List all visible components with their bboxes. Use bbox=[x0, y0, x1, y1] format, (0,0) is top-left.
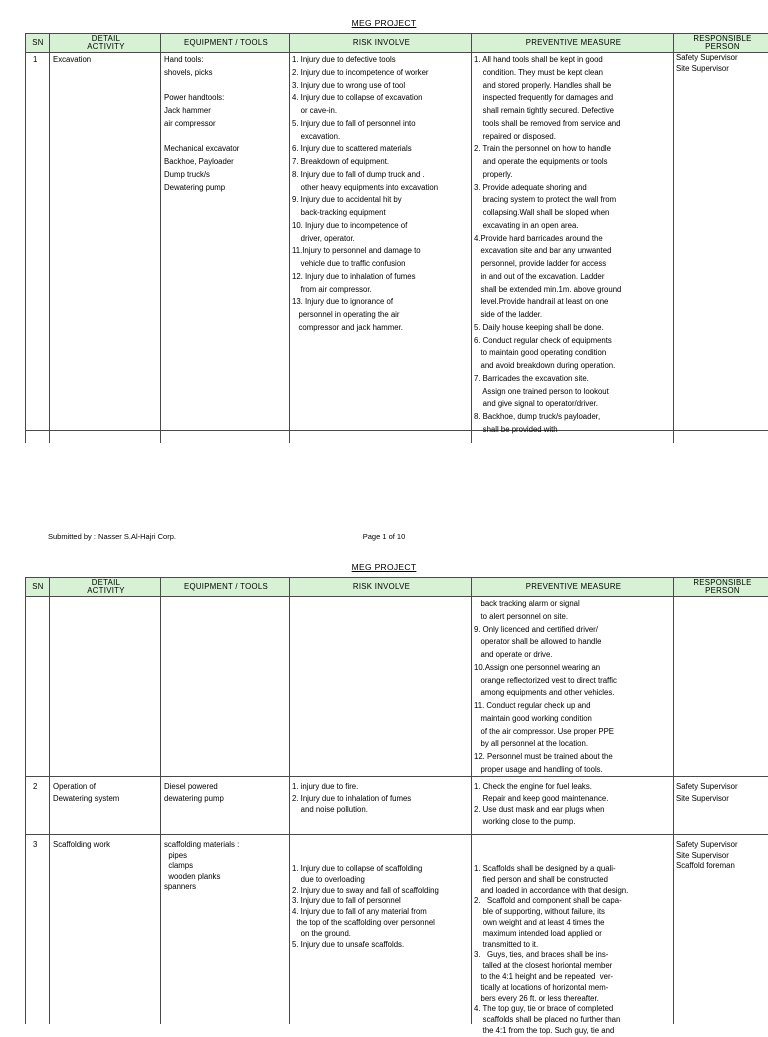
row-equipment: scaffolding materials : pipes clamps wooden planks spanners bbox=[164, 840, 240, 891]
table-border-left bbox=[25, 33, 26, 443]
row-sn: 1 bbox=[33, 55, 38, 64]
row-responsible: Safety Supervisor Site Supervisor bbox=[676, 782, 738, 803]
continued-preventive: back tracking alarm or signal to alert personnel on site. 9. Only licenced and certified driver/ operator shall be allowed to handle and operate or drive. 10.Assign one personnel wearing an orange reflectorized vest to direct traffic among equipments and other vehicles. 11. Conduct regular check up and maintain good working condition of the air compressor. Use proper PPE by all personnel at the location. 12. Personnel must be trained about the proper usage and handling of tools. bbox=[474, 599, 617, 774]
table-header bbox=[25, 33, 768, 53]
row-preventive: 1. Scaffolds shall be designed by a quali- fied person and shall be constructed and loaded in accordance with that design. 2. Scaffold and component shall be capa- ble of supporting, without failure, its own weight and at least 4 times the maximum intended load applied or transmitted to it. 3. Guys, ties, and braces shall be ins- talled at the closest horiontal member to the 4:1 height and be repeated ver- tically at locations of horizontal mem- bers every 26 ft. or less thereafter. 4. The top guy, tie or brace of completed scaffolds shall be placed no further than the 4:1 from the top. Such guy, tie and bbox=[474, 864, 629, 1035]
row-equipment: Diesel powered dewatering pump bbox=[164, 782, 224, 803]
header-responsible: RESPONSIBLE PERSON bbox=[693, 33, 752, 51]
table-header bbox=[25, 577, 768, 597]
row-activity: Operation of Dewatering system bbox=[53, 782, 120, 803]
row-risk: 1. Injury due to defective tools 2. Injury due to incompetence of worker 3. Injury due to wrong use of tool 4. Injury due to collapse of excavation or cave-in. 5. Injury due to fall of personnel into excavation. 6. Injury due to scattered materials 7. Breakdown of equipment. 8. Injury due to fall of dump truck and . other heavy equipments into excavation 9. Injury due to accidental hit by back-tracking equipment 10. Injury due to incompetence of driver, operator. 11.Injury to personnel and damage to vehicle due to traffic confusion 12. Injury due to inhalation of fumes from air compressor. 13. Injury due to ignorance of personnel in operating the air compressor and jack hammer. bbox=[292, 55, 439, 332]
header-sn: SN bbox=[32, 37, 44, 47]
header-equipment: EQUIPMENT / TOOLS bbox=[184, 581, 268, 591]
row-responsible: Safety Supervisor Site Supervisor Scaffold foreman bbox=[676, 840, 738, 870]
header-preventive: PREVENTIVE MEASURE bbox=[525, 581, 622, 591]
document-page-2 bbox=[0, 555, 768, 1035]
column-divider bbox=[471, 33, 472, 443]
footer-page-number: Page 1 of 10 bbox=[362, 532, 406, 541]
risk-table bbox=[25, 577, 768, 1035]
row-preventive: 1. Check the engine for fuel leaks. Repair and keep good maintenance. 2. Use dust mask and ear plugs when working close to the pump. bbox=[474, 782, 609, 826]
row-divider bbox=[25, 834, 768, 835]
header-preventive: PREVENTIVE MEASURE bbox=[525, 37, 622, 47]
risk-table bbox=[25, 33, 768, 443]
header-equipment: EQUIPMENT / TOOLS bbox=[184, 37, 268, 47]
row-risk: 1. injury due to fire. 2. Injury due to inhalation of fumes and noise pollution. bbox=[292, 782, 412, 814]
row-activity: Excavation bbox=[53, 55, 92, 64]
row-responsible: Safety Supervisor Site Supervisor bbox=[676, 53, 738, 73]
column-divider bbox=[673, 33, 674, 443]
header-sn: SN bbox=[32, 581, 44, 591]
row-sn: 2 bbox=[33, 782, 38, 791]
row-preventive: 1. All hand tools shall be kept in good condition. They must be kept clean and stored properly. Handles shall be inspected frequently for damages and shall remain tightly secured. Defective tools shall be removed from service and repaired or disposed. 2. Train the personnel on how to handle and operate the equipments or tools properly. 3. Provide adequate shoring and bracing system to protect the wall from collapsing.Wall shall be sloped when excavating in an open area. 4.Provide hard barricades around the excavation site and bar any unwanted personnel, provide ladder for access in and out of the excavation. Ladder shall be extended min.1m. above ground level.Provide handrail at least on one side of the ladder. 5. Daily house keeping shall be done. 6. Conduct regular check of equipments to maintain good operating condition and avoid breakdown during operation. 7. Barricades the excavation site. Assign one trained person to lookout and give signal to operator/driver. 8. Backhoe, dump truck/s payloader, shall be provided with bbox=[474, 55, 622, 434]
column-divider bbox=[160, 33, 161, 443]
row-divider bbox=[25, 776, 768, 777]
header-risk: RISK INVOLVE bbox=[352, 581, 411, 591]
row-divider bbox=[25, 430, 768, 431]
column-divider bbox=[673, 577, 674, 1024]
column-divider bbox=[49, 33, 50, 443]
page-title: MEG PROJECT bbox=[351, 562, 417, 572]
row-sn: 3 bbox=[33, 840, 38, 849]
row-risk: 1. Injury due to collapse of scaffolding due to overloading 2. Injury due to sway and fall of scaffolding 3. Injury due to fall of personnel 4. Injury due to fall of any material from the top of the scaffolding over personnel on the ground. 5. Injury due to unsafe scaffolds. bbox=[292, 864, 439, 949]
column-divider bbox=[471, 577, 472, 1024]
header-responsible: RESPONSIBLE PERSON bbox=[693, 577, 752, 595]
row-activity: Scaffolding work bbox=[53, 840, 111, 849]
footer-submitted-by: Submitted by : Nasser S.Al-Hajri Corp. bbox=[48, 532, 176, 541]
column-divider bbox=[49, 577, 50, 1024]
column-divider bbox=[160, 577, 161, 1024]
header-detail-activity: DETAIL ACTIVITY bbox=[87, 577, 125, 595]
header-detail-activity: DETAIL ACTIVITY bbox=[87, 33, 125, 51]
row-equipment: Hand tools: shovels, picks Power handtools: Jack hammer air compressor Mechanical excavator Backhoe, Payloader Dump truck/s Dewatering pump bbox=[164, 55, 240, 192]
header-risk: RISK INVOLVE bbox=[352, 37, 411, 47]
table-border-left bbox=[25, 577, 26, 1024]
column-divider bbox=[289, 33, 290, 443]
page-title: MEG PROJECT bbox=[351, 18, 417, 28]
column-divider bbox=[289, 577, 290, 1024]
